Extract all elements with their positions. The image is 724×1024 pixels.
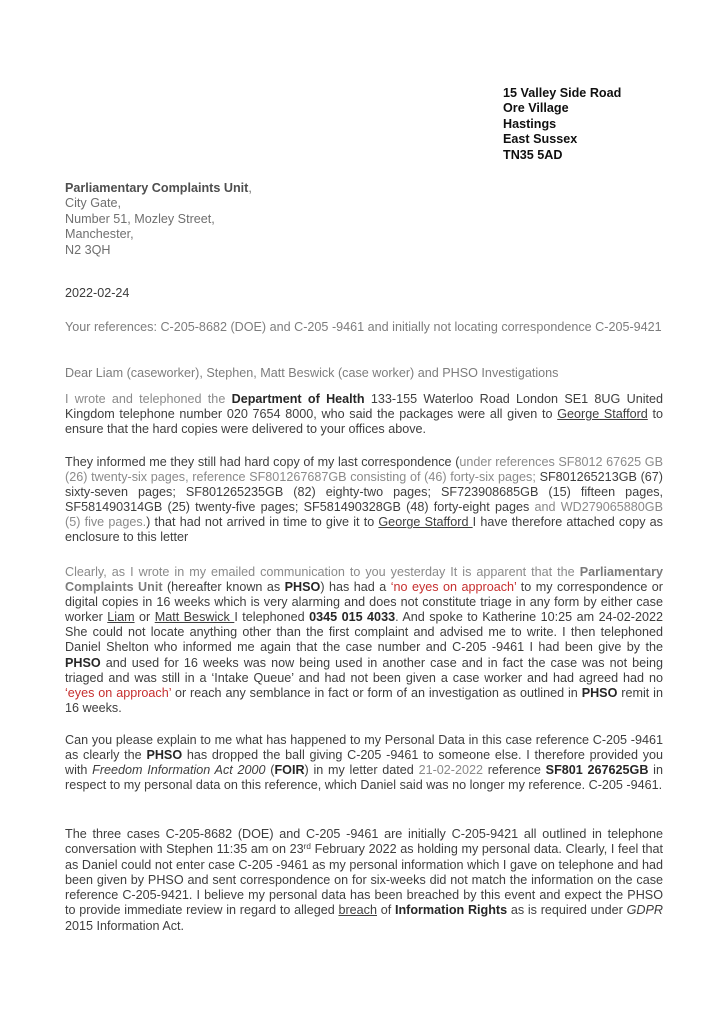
phone-number-bold: 0345 015 4033 (309, 610, 396, 625)
letter-date: 2022-02-24 (65, 286, 130, 300)
recipient-address-line: Number 51, Mozley Street, (65, 211, 215, 226)
foir-bold: FOIR (274, 763, 305, 778)
recipient-name: Parliamentary Complaints Unit (65, 181, 249, 195)
text-segment: ) has had a (320, 580, 391, 595)
text-segment: in respect to my personal data on this reference, which Daniel said was no longer my reference. C-205 -9461. (65, 763, 663, 793)
recipient-name-line (65, 181, 252, 196)
text-segment: of (376, 903, 395, 918)
text-segment: as is required under (507, 903, 627, 918)
text-segment: under references SF8012 67625 GB (26) twenty-six pages, reference SF801267687GB consisting of (46) forty-six pages; (65, 455, 663, 485)
text-segment: ) that had not arrived in time to give it to (146, 515, 379, 530)
sender-address-line: Ore Village (503, 101, 569, 116)
sender-address-line: TN35 5AD (503, 147, 563, 162)
freedom-information-act-italic: Freedom Information Act 2000 (92, 763, 266, 778)
text-segment: The three cases C-205-8682 (DOE) and C-205 -9461 are initially C-205-9421 all outlined in telephone conversation with Stephen 11:35 am on 23 (65, 827, 663, 857)
text-segment: or reach any semblance in fact or form of an investigation as outlined in (171, 685, 582, 700)
text-segment: 133-155 Waterloo Road London SE1 8UG United Kingdom telephone number 020 7654 8000, who said the packages were all given to (65, 392, 664, 422)
text-segment: has dropped the ball giving C-205 -9461 to someone else. I therefore provided you with (65, 748, 664, 778)
phso-bold: PHSO (581, 685, 618, 700)
text-segment: to my correspondence or digital copies in 16 weeks which is very alarming and does not constitute triage in any form by either case worker (65, 580, 663, 625)
george-stafford-underline: George Stafford (557, 407, 648, 422)
text-segment: They informed me they still had hard copy of my last correspondence ( (65, 455, 460, 469)
recipient-address-line: N2 3QH (65, 242, 111, 257)
george-stafford-underline: George Stafford (378, 515, 473, 530)
recipient-name-suffix: , (248, 181, 252, 195)
text-segment: or (134, 610, 155, 625)
paragraph-hard-copy-references (65, 455, 663, 546)
phso-bold: PHSO (284, 580, 321, 595)
text-segment: Clearly, as I wrote in my emailed communication to you yesterday It is apparent that the (65, 565, 580, 579)
recipient-address (65, 181, 252, 258)
red-highlight-no-eyes-on-approach: ‘no eyes on approach’ (390, 580, 517, 595)
text-segment: February 2022 as holding my personal data. Clearly, I feel that as Daniel could not enter case C-205 -9461 as my personal information which I gave on telephone and had been given by PHSO and sent correspondence on for six-weeks did not match the information on the case reference C-205-9421. I believe my personal data has been breached by this event and expect the PHSO to provide immediate review in regard to alleged (65, 842, 663, 918)
paragraph-delivery-confirmation (65, 392, 663, 437)
phso-bold: PHSO (65, 655, 101, 670)
text-segment: and used for 16 weeks was now being used in another case and in fact the case was not being triaged and was still in a ‘Intake Queue’ and had not been given a case worker and had agreed had no (65, 655, 663, 685)
paragraph-personal-data-question (65, 733, 663, 793)
text-segment: I telephoned (234, 610, 310, 625)
text-segment: I have therefore attached copy as enclosure to this letter (65, 515, 663, 545)
text-segment: to ensure that the hard copies were delivered to your offices above. (65, 407, 663, 437)
sender-address-line: 15 Valley Side Road (503, 86, 622, 100)
recipient-address-line: Manchester, (65, 227, 134, 242)
text-segment: remit in 16 weeks. (65, 685, 663, 715)
phso-bold: PHSO (146, 748, 183, 763)
text-segment: I wrote and telephoned the (65, 392, 232, 406)
paragraph-three-cases-breach (65, 827, 663, 934)
department-of-health-bold: Department of Health (231, 392, 365, 406)
liam-underline: Liam (107, 610, 135, 625)
text-segment: 2015 Information Act. (65, 918, 185, 933)
text-segment: . And spoke to Katherine 10:25 am 24-02-2022 She could not locate anything other than the first complaint and advised me to write. I then telephoned Daniel Shelton who informed me again that the case number and C-205 -9461 I had been give by the (65, 610, 664, 655)
recipient-address-line: City Gate, (65, 196, 121, 211)
gdpr-italic: GDPR (626, 903, 663, 918)
text-segment: (hereafter known as (162, 580, 285, 595)
parliamentary-complaints-unit-bold: Parliamentary Complaints Unit (65, 565, 663, 595)
text-segment: ( (265, 763, 275, 778)
text-segment: Can you please explain to me what has happened to my Personal Data in this case reference C-205 -9461 as clearly the (65, 733, 663, 763)
sender-address (503, 86, 621, 163)
paragraph-no-eyes-on-approach (65, 565, 663, 716)
reference-line: Your references: C-205-8682 (DOE) and C-205 -9461 and initially not locating correspondence C-205-9421 (65, 320, 662, 334)
breach-underline: breach (338, 903, 377, 918)
red-highlight-eyes-on-approach: ‘eyes on approach’ (65, 685, 172, 700)
text-segment: ) in my letter dated (304, 763, 419, 778)
text-segment: and WD279065880GB (5) five pages. (65, 500, 663, 530)
salutation: Dear Liam (caseworker), Stephen, Matt Beswick (case worker) and PHSO Investigations (65, 366, 559, 380)
recipient-address-lines (65, 196, 252, 258)
text-segment: reference (482, 763, 546, 778)
sender-address-line: Hastings (503, 116, 557, 131)
sender-address-line: East Sussex (503, 132, 578, 147)
ordinal-superscript: rd (303, 842, 311, 852)
reference-number-bold: SF801 267625GB (545, 763, 649, 778)
text-segment: SF801265213GB (67) sixty-seven pages; SF801265235GB (82) eighty-two pages; SF723908685GB (15) fifteen pages, SF581490314GB (25) twenty-five pages; SF581490328GB (48) forty-eight pages (65, 470, 663, 515)
matt-beswick-underline: Matt Beswick (154, 610, 235, 625)
information-rights-bold: Information Rights (394, 903, 508, 918)
letter-date-gray: 21-02-2022 (418, 763, 483, 778)
